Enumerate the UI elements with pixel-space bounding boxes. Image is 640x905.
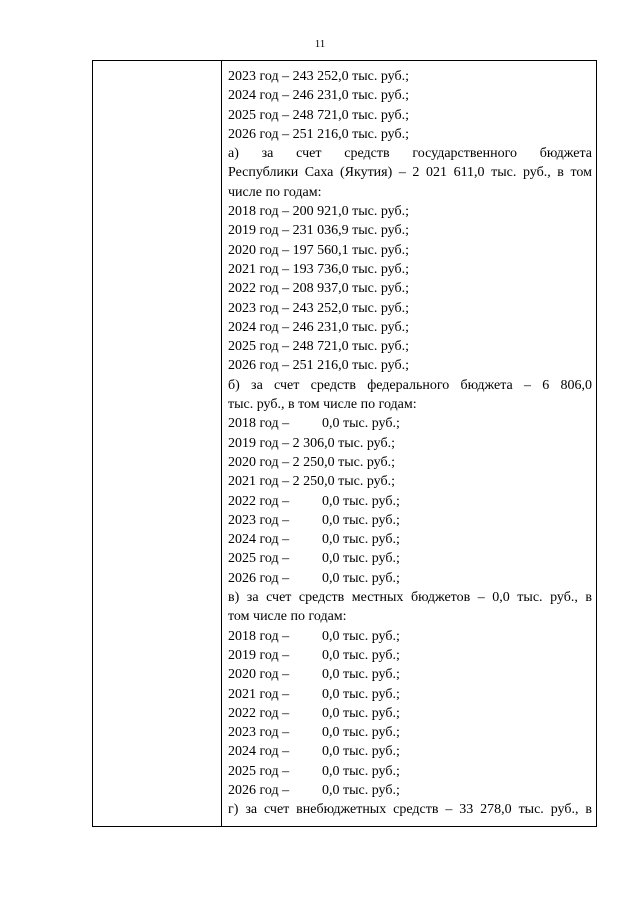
amount-value: 0,0 тыс. руб.; [322, 551, 400, 567]
text-line: 2019 год – 2 306,0 тыс. руб.; [228, 435, 395, 451]
year-amount-line [228, 549, 592, 568]
text-line: 2024 год – 246 231,0 тыс. руб.; [228, 88, 409, 104]
text-line: тыс. руб., в том числе по годам: [228, 397, 417, 413]
year-label: 2023 год – [228, 512, 290, 528]
year-amount-line [228, 665, 592, 684]
year-label: 2019 год – [228, 647, 290, 663]
year-amount-line [228, 511, 592, 530]
year-amount-line [228, 704, 592, 723]
amount-value: 0,0 тыс. руб.; [322, 782, 400, 798]
amount-value: 0,0 тыс. руб.; [322, 532, 400, 548]
year-amount-line [228, 414, 592, 433]
amount-value: 0,0 тыс. руб.; [322, 744, 400, 760]
text-line: 2021 год – 2 250,0 тыс. руб.; [228, 474, 395, 490]
year-label: 2021 год – [228, 686, 290, 702]
year-label: 2024 год – [228, 744, 290, 760]
year-label: 2025 год – [228, 551, 290, 567]
paragraph-line: в) за счет средств местных бюджетов – 0,0 тыс. руб., в [228, 590, 592, 606]
amount-value: 0,0 тыс. руб.; [322, 763, 400, 779]
year-amount-line [228, 781, 592, 800]
year-amount-line [228, 685, 592, 704]
text-line: 2021 год – 193 736,0 тыс. руб.; [228, 261, 409, 277]
table-right-cell [222, 61, 596, 826]
year-amount-line [228, 492, 592, 511]
amount-value: 0,0 тыс. руб.; [322, 416, 400, 432]
paragraph-line: г) за счет внебюджетных средств – 33 278,0 тыс. руб., в [228, 802, 592, 818]
text-line: 2023 год – 243 252,0 тыс. руб.; [228, 300, 409, 316]
text-line: 2020 год – 197 560,1 тыс. руб.; [228, 242, 409, 258]
paragraph-line: а) за счет средств государственного бюджета [228, 146, 592, 162]
year-amount-line [228, 742, 592, 761]
year-label: 2024 год – [228, 532, 290, 548]
text-line: 2020 год – 2 250,0 тыс. руб.; [228, 454, 395, 470]
year-amount-line [228, 627, 592, 646]
text-line: 2023 год – 243 252,0 тыс. руб.; [228, 69, 409, 84]
text-line: 2026 год – 251 216,0 тыс. руб.; [228, 126, 409, 142]
year-amount-line [228, 569, 592, 588]
year-amount-line [228, 762, 592, 781]
paragraph-line: б) за счет средств федерального бюджета – 6 806,0 [228, 377, 592, 393]
amount-value: 0,0 тыс. руб.; [322, 667, 400, 683]
text-line: 2024 год – 246 231,0 тыс. руб.; [228, 319, 409, 335]
text-line: числе по годам: [228, 184, 322, 200]
amount-value: 0,0 тыс. руб.; [322, 725, 400, 741]
paragraph-line: Республики Саха (Якутия) – 2 021 611,0 тыс. руб., в том [228, 165, 592, 181]
year-label: 2026 год – [228, 570, 290, 586]
text-line: 2019 год – 231 036,9 тыс. руб.; [228, 223, 409, 239]
amount-value: 0,0 тыс. руб.; [322, 647, 400, 663]
year-label: 2025 год – [228, 763, 290, 779]
page-number: 11 [314, 38, 326, 50]
table-left-cell [93, 61, 222, 826]
year-label: 2022 год – [228, 493, 290, 509]
text-line: том числе по годам: [228, 609, 347, 625]
year-amount-line [228, 530, 592, 549]
text-line: 2022 год – 208 937,0 тыс. руб.; [228, 281, 409, 297]
amount-value: 0,0 тыс. руб.; [322, 705, 400, 721]
text-line: 2018 год – 200 921,0 тыс. руб.; [228, 204, 409, 220]
text-line: 2025 год – 248 721,0 тыс. руб.; [228, 339, 409, 355]
funding-table [92, 60, 597, 827]
year-label: 2023 год – [228, 725, 290, 741]
amount-value: 0,0 тыс. руб.; [322, 493, 400, 509]
year-amount-line [228, 723, 592, 742]
amount-value: 0,0 тыс. руб.; [322, 686, 400, 702]
amount-value: 0,0 тыс. руб.; [322, 512, 400, 528]
year-label: 2026 год – [228, 782, 290, 798]
year-label: 2022 год – [228, 705, 290, 721]
amount-value: 0,0 тыс. руб.; [322, 570, 400, 586]
amount-value: 0,0 тыс. руб.; [322, 628, 400, 644]
text-line: 2026 год – 251 216,0 тыс. руб.; [228, 358, 409, 374]
year-label: 2020 год – [228, 667, 290, 683]
year-amount-line [228, 646, 592, 665]
year-label: 2018 год – [228, 628, 290, 644]
text-line: 2025 год – 248 721,0 тыс. руб.; [228, 107, 409, 123]
year-label: 2018 год – [228, 416, 290, 432]
